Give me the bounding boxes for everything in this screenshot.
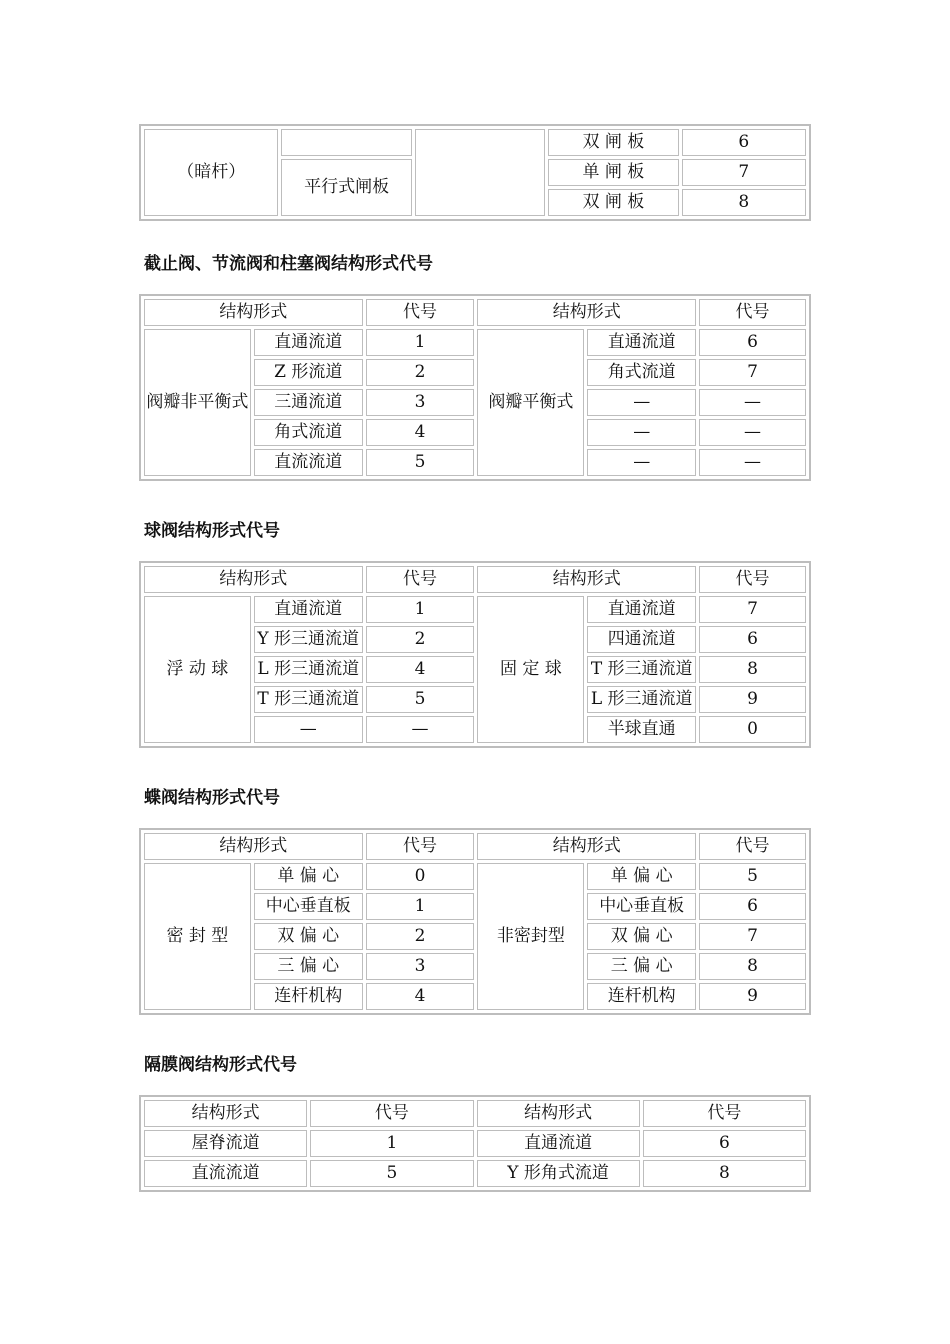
gate-sub-label: 双 闸 板 [548, 189, 678, 216]
header-code-right: 代号 [699, 566, 806, 593]
right-sub-label: 直通流道 [587, 596, 696, 623]
right-sub-label: 双 偏 心 [587, 923, 696, 950]
left-sub-label: 三 偏 心 [254, 953, 363, 980]
gate-type-label: 平行式闸板 [281, 159, 411, 216]
left-code: 1 [366, 893, 475, 920]
gate-sub-label: 双 闸 板 [548, 129, 678, 156]
diaphragm-valve-table [139, 1095, 811, 1192]
header-code-left: 代号 [310, 1100, 473, 1127]
right-code: 8 [643, 1160, 806, 1187]
left-code: 2 [366, 359, 475, 386]
left-code: 5 [366, 449, 475, 476]
left-sub-label: 直流流道 [254, 449, 363, 476]
gate-code: 7 [682, 159, 806, 186]
ball-section-title: 球阀结构形式代号 [144, 521, 280, 541]
right-code: 6 [699, 329, 806, 356]
right-sub-label: 直通流道 [587, 329, 696, 356]
left-sub-label: T 形三通流道 [254, 686, 363, 713]
right-code: 6 [699, 626, 806, 653]
butterfly-valve-table [139, 828, 811, 1015]
left-sub-label: 双 偏 心 [254, 923, 363, 950]
right-code: — [699, 449, 806, 476]
gate-valve-fragment-table [139, 124, 811, 221]
left-sub-label: Z 形流道 [254, 359, 363, 386]
right-code: 8 [699, 656, 806, 683]
gate-sub-label: 单 闸 板 [548, 159, 678, 186]
header-form-right: 结构形式 [477, 1100, 640, 1127]
left-sub-label: 直通流道 [254, 329, 363, 356]
left-code: 5 [310, 1160, 473, 1187]
left-code: 1 [366, 329, 475, 356]
left-sub-label: 角式流道 [254, 419, 363, 446]
butterfly-section-title: 蝶阀结构形式代号 [144, 788, 280, 808]
right-code: 9 [699, 686, 806, 713]
left-group-label: 密 封 型 [144, 863, 251, 1010]
right-group-label: 阀瓣平衡式 [477, 329, 584, 476]
left-sub-label: 连杆机构 [254, 983, 363, 1010]
right-sub-label: — [587, 449, 696, 476]
gate-group-label: （暗杆） [144, 129, 278, 216]
gate-code: 8 [682, 189, 806, 216]
left-code: 1 [366, 596, 475, 623]
left-group-label: 阀瓣非平衡式 [144, 329, 251, 476]
left-sub-label: 直通流道 [254, 596, 363, 623]
right-code: 8 [699, 953, 806, 980]
right-sub-label: T 形三通流道 [587, 656, 696, 683]
left-code: 2 [366, 626, 475, 653]
right-code: 6 [699, 893, 806, 920]
header-form-left: 结构形式 [144, 566, 363, 593]
left-sub-label: 单 偏 心 [254, 863, 363, 890]
header-code-left: 代号 [366, 566, 475, 593]
right-sub-label: 三 偏 心 [587, 953, 696, 980]
left-code: — [366, 716, 475, 743]
left-code: 3 [366, 389, 475, 416]
globe-section-title: 截止阀、节流阀和柱塞阀结构形式代号 [144, 254, 433, 274]
right-sub-label: — [587, 419, 696, 446]
left-sub-label: L 形三通流道 [254, 656, 363, 683]
left-form-label: 直流流道 [144, 1160, 307, 1187]
header-code-left: 代号 [366, 833, 475, 860]
left-code: 2 [366, 923, 475, 950]
right-sub-label: — [587, 389, 696, 416]
left-code: 4 [366, 419, 475, 446]
right-sub-label: 半球直通 [587, 716, 696, 743]
header-form-left: 结构形式 [144, 299, 363, 326]
left-code: 3 [366, 953, 475, 980]
header-form-right: 结构形式 [477, 566, 696, 593]
right-sub-label: 连杆机构 [587, 983, 696, 1010]
gate-empty-cell [415, 129, 545, 216]
right-sub-label: L 形三通流道 [587, 686, 696, 713]
right-sub-label: 四通流道 [587, 626, 696, 653]
right-code: 5 [699, 863, 806, 890]
left-code: 0 [366, 863, 475, 890]
ball-valve-table [139, 561, 811, 748]
header-form-right: 结构形式 [477, 299, 696, 326]
header-code-right: 代号 [699, 299, 806, 326]
right-code: 9 [699, 983, 806, 1010]
left-code: 1 [310, 1130, 473, 1157]
left-sub-label: Y 形三通流道 [254, 626, 363, 653]
gate-code: 6 [682, 129, 806, 156]
diaphragm-section-title: 隔膜阀结构形式代号 [144, 1055, 297, 1075]
right-group-label: 非密封型 [477, 863, 584, 1010]
left-sub-label: — [254, 716, 363, 743]
left-code: 4 [366, 656, 475, 683]
left-form-label: 屋脊流道 [144, 1130, 307, 1157]
header-form-left: 结构形式 [144, 1100, 307, 1127]
right-code: 7 [699, 359, 806, 386]
right-code: 7 [699, 596, 806, 623]
right-group-label: 固 定 球 [477, 596, 584, 743]
globe-valve-table [139, 294, 811, 481]
left-sub-label: 中心垂直板 [254, 893, 363, 920]
gate-empty-cell [281, 129, 411, 156]
header-code-right: 代号 [643, 1100, 806, 1127]
header-code-left: 代号 [366, 299, 475, 326]
right-form-label: Y 形角式流道 [477, 1160, 640, 1187]
right-code: — [699, 389, 806, 416]
right-code: 6 [643, 1130, 806, 1157]
header-form-right: 结构形式 [477, 833, 696, 860]
right-code: 0 [699, 716, 806, 743]
right-code: — [699, 419, 806, 446]
right-sub-label: 单 偏 心 [587, 863, 696, 890]
left-group-label: 浮 动 球 [144, 596, 251, 743]
left-code: 5 [366, 686, 475, 713]
header-code-right: 代号 [699, 833, 806, 860]
header-form-left: 结构形式 [144, 833, 363, 860]
right-code: 7 [699, 923, 806, 950]
left-sub-label: 三通流道 [254, 389, 363, 416]
right-form-label: 直通流道 [477, 1130, 640, 1157]
right-sub-label: 中心垂直板 [587, 893, 696, 920]
left-code: 4 [366, 983, 475, 1010]
right-sub-label: 角式流道 [587, 359, 696, 386]
